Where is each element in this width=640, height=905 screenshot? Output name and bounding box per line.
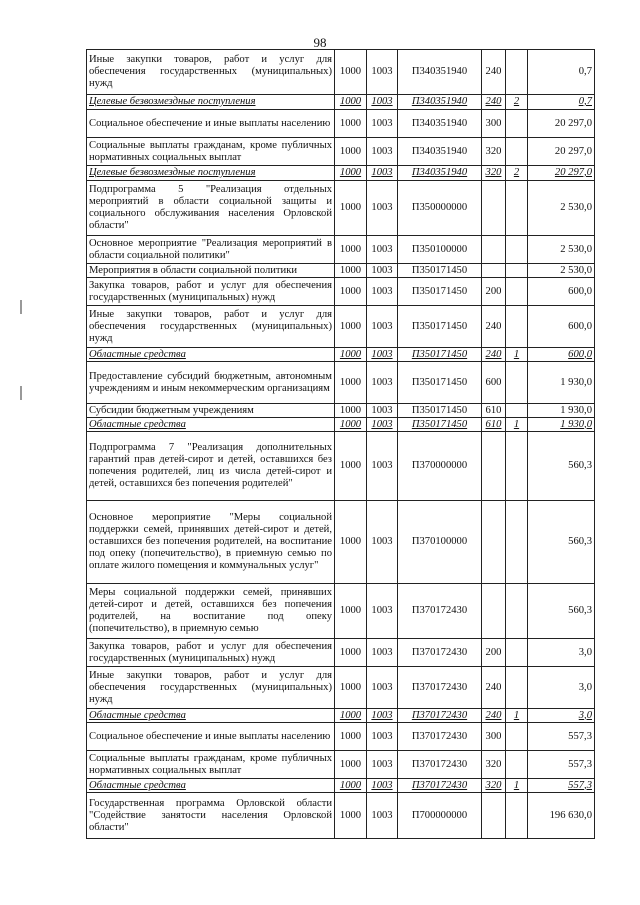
subsection-code: 1003 (367, 278, 398, 306)
target-article-code: П700000000 (398, 793, 482, 839)
row-name: Закупка товаров, работ и услуг для обеспечения государственных (муниципальных) нужд (87, 639, 335, 667)
table-row (87, 751, 595, 779)
subsection-code: 1003 (367, 639, 398, 667)
amount: 557,3 (528, 779, 595, 793)
subsection-code: 1003 (367, 236, 398, 264)
amount: 196 630,0 (528, 793, 595, 839)
section-code: 1000 (335, 166, 367, 181)
amount: 600,0 (528, 348, 595, 362)
target-article-code: П340351940 (398, 95, 482, 110)
row-name: Социальные выплаты гражданам, кроме публичных нормативных социальных выплат (87, 138, 335, 166)
table-row (87, 95, 595, 110)
table-row (87, 667, 595, 709)
amount: 600,0 (528, 306, 595, 348)
section-code: 1000 (335, 278, 367, 306)
subsection-code: 1003 (367, 709, 398, 723)
section-code: 1000 (335, 751, 367, 779)
funding-source-code (506, 667, 528, 709)
expense-type-code (482, 236, 506, 264)
subsection-code: 1003 (367, 110, 398, 138)
section-code: 1000 (335, 584, 367, 639)
table-row (87, 793, 595, 839)
row-name: Субсидии бюджетным учреждениям (87, 404, 335, 418)
row-name: Областные средства (87, 779, 335, 793)
funding-source-code (506, 278, 528, 306)
subsection-code: 1003 (367, 50, 398, 95)
row-name: Предоставление субсидий бюджетным, автономным учреждениям и иным некоммерческим организациям (87, 362, 335, 404)
target-article-code: П350171450 (398, 278, 482, 306)
section-code: 1000 (335, 348, 367, 362)
scan-edge-mark (20, 300, 22, 314)
expense-type-code (482, 584, 506, 639)
row-name: Меры социальной поддержки семей, принявших детей-сирот и детей, оставшихся без попечения родителей, на воспитание под опеку (попечительство), в приемную семью (87, 584, 335, 639)
amount: 20 297,0 (528, 166, 595, 181)
target-article-code: П370172430 (398, 779, 482, 793)
expense-type-code: 320 (482, 166, 506, 181)
amount: 2 530,0 (528, 181, 595, 236)
target-article-code: П350100000 (398, 236, 482, 264)
table-row (87, 723, 595, 751)
table-row (87, 110, 595, 138)
row-name: Областные средства (87, 418, 335, 432)
row-name: Целевые безвозмездные поступления (87, 166, 335, 181)
funding-source-code (506, 793, 528, 839)
funding-source-code (506, 138, 528, 166)
funding-source-code: 2 (506, 95, 528, 110)
target-article-code: П370172430 (398, 723, 482, 751)
expense-type-code: 240 (482, 50, 506, 95)
table-row (87, 404, 595, 418)
subsection-code: 1003 (367, 723, 398, 751)
amount: 0,7 (528, 50, 595, 95)
section-code: 1000 (335, 404, 367, 418)
amount: 3,0 (528, 639, 595, 667)
subsection-code: 1003 (367, 362, 398, 404)
subsection-code: 1003 (367, 779, 398, 793)
funding-source-code: 2 (506, 166, 528, 181)
row-name: Иные закупки товаров, работ и услуг для обеспечения государственных (муниципальных) нужд (87, 50, 335, 95)
target-article-code: П370172430 (398, 639, 482, 667)
section-code: 1000 (335, 709, 367, 723)
amount: 0,7 (528, 95, 595, 110)
expense-type-code (482, 501, 506, 584)
subsection-code: 1003 (367, 501, 398, 584)
amount: 557,3 (528, 751, 595, 779)
table-row (87, 418, 595, 432)
funding-source-code (506, 236, 528, 264)
table-row (87, 362, 595, 404)
row-name: Социальное обеспечение и иные выплаты населению (87, 110, 335, 138)
amount: 557,3 (528, 723, 595, 751)
expense-type-code: 240 (482, 306, 506, 348)
amount: 1 930,0 (528, 362, 595, 404)
amount: 2 530,0 (528, 264, 595, 278)
section-code: 1000 (335, 110, 367, 138)
row-name: Подпрограмма 7 "Реализация дополнительных гарантий прав детей-сирот и детей, оставшихся без попечения родителей, лиц из числа детей-сирот и детей, оставшихся без попечения родителей" (87, 432, 335, 501)
row-name: Мероприятия в области социальной политики (87, 264, 335, 278)
expense-type-code: 610 (482, 418, 506, 432)
row-name: Областные средства (87, 348, 335, 362)
subsection-code: 1003 (367, 584, 398, 639)
table-row (87, 779, 595, 793)
row-name: Основное мероприятие "Реализация мероприятий в области социальной политики" (87, 236, 335, 264)
target-article-code: П370100000 (398, 501, 482, 584)
section-code: 1000 (335, 306, 367, 348)
page-number: 98 (313, 35, 327, 50)
subsection-code: 1003 (367, 432, 398, 501)
section-code: 1000 (335, 667, 367, 709)
amount: 600,0 (528, 278, 595, 306)
expense-type-code: 600 (482, 362, 506, 404)
row-name: Основное мероприятие "Меры социальной поддержки семей, принявших детей-сирот и детей, оставшихся без попечения родителей, на воспитание под опеку (попечительство), в приемную семью по оплате жилого помещения и коммунальных услуг" (87, 501, 335, 584)
subsection-code: 1003 (367, 404, 398, 418)
expense-type-code (482, 264, 506, 278)
amount: 1 930,0 (528, 404, 595, 418)
table-row (87, 639, 595, 667)
target-article-code: П340351940 (398, 138, 482, 166)
funding-source-code (506, 501, 528, 584)
section-code: 1000 (335, 639, 367, 667)
target-article-code: П350000000 (398, 181, 482, 236)
amount: 3,0 (528, 709, 595, 723)
target-article-code: П350171450 (398, 264, 482, 278)
expense-type-code (482, 432, 506, 501)
expense-type-code: 610 (482, 404, 506, 418)
subsection-code: 1003 (367, 348, 398, 362)
budget-allocation-table (86, 49, 595, 839)
section-code: 1000 (335, 95, 367, 110)
target-article-code: П340351940 (398, 166, 482, 181)
row-name: Социальные выплаты гражданам, кроме публичных нормативных социальных выплат (87, 751, 335, 779)
section-code: 1000 (335, 793, 367, 839)
expense-type-code: 320 (482, 779, 506, 793)
table-row (87, 236, 595, 264)
expense-type-code (482, 793, 506, 839)
subsection-code: 1003 (367, 264, 398, 278)
expense-type-code: 300 (482, 723, 506, 751)
expense-type-code: 240 (482, 667, 506, 709)
table-row (87, 166, 595, 181)
section-code: 1000 (335, 50, 367, 95)
expense-type-code: 200 (482, 639, 506, 667)
target-article-code: П340351940 (398, 50, 482, 95)
row-name: Иные закупки товаров, работ и услуг для обеспечения государственных (муниципальных) нужд (87, 667, 335, 709)
amount: 560,3 (528, 584, 595, 639)
target-article-code: П350171450 (398, 306, 482, 348)
expense-type-code: 240 (482, 709, 506, 723)
subsection-code: 1003 (367, 306, 398, 348)
subsection-code: 1003 (367, 138, 398, 166)
table-row (87, 709, 595, 723)
table-row (87, 138, 595, 166)
amount: 560,3 (528, 432, 595, 501)
row-name: Целевые безвозмездные поступления (87, 95, 335, 110)
expense-type-code: 240 (482, 95, 506, 110)
funding-source-code (506, 181, 528, 236)
table-row (87, 264, 595, 278)
funding-source-code (506, 723, 528, 751)
funding-source-code (506, 362, 528, 404)
funding-source-code (506, 404, 528, 418)
target-article-code: П340351940 (398, 110, 482, 138)
funding-source-code (506, 432, 528, 501)
table-row (87, 348, 595, 362)
row-name: Государственная программа Орловской области "Содействие занятости населения Орловской области" (87, 793, 335, 839)
funding-source-code (506, 751, 528, 779)
section-code: 1000 (335, 236, 367, 264)
funding-source-code (506, 264, 528, 278)
table-row (87, 584, 595, 639)
funding-source-code: 1 (506, 348, 528, 362)
expense-type-code: 320 (482, 751, 506, 779)
subsection-code: 1003 (367, 95, 398, 110)
section-code: 1000 (335, 501, 367, 584)
subsection-code: 1003 (367, 667, 398, 709)
target-article-code: П350171450 (398, 404, 482, 418)
expense-type-code (482, 181, 506, 236)
section-code: 1000 (335, 138, 367, 166)
expense-type-code: 200 (482, 278, 506, 306)
section-code: 1000 (335, 418, 367, 432)
subsection-code: 1003 (367, 751, 398, 779)
subsection-code: 1003 (367, 418, 398, 432)
expense-type-code: 300 (482, 110, 506, 138)
table-row (87, 432, 595, 501)
target-article-code: П370172430 (398, 709, 482, 723)
table-row (87, 50, 595, 95)
amount: 20 297,0 (528, 110, 595, 138)
section-code: 1000 (335, 779, 367, 793)
table-row (87, 278, 595, 306)
target-article-code: П370172430 (398, 667, 482, 709)
funding-source-code (506, 50, 528, 95)
subsection-code: 1003 (367, 181, 398, 236)
target-article-code: П350171450 (398, 348, 482, 362)
amount: 1 930,0 (528, 418, 595, 432)
funding-source-code (506, 110, 528, 138)
amount: 3,0 (528, 667, 595, 709)
funding-source-code: 1 (506, 418, 528, 432)
expense-type-code: 320 (482, 138, 506, 166)
amount: 20 297,0 (528, 138, 595, 166)
scan-edge-mark (20, 386, 22, 400)
section-code: 1000 (335, 362, 367, 404)
funding-source-code (506, 584, 528, 639)
section-code: 1000 (335, 432, 367, 501)
section-code: 1000 (335, 181, 367, 236)
funding-source-code (506, 639, 528, 667)
subsection-code: 1003 (367, 166, 398, 181)
table-row (87, 181, 595, 236)
row-name: Социальное обеспечение и иные выплаты населению (87, 723, 335, 751)
table-row (87, 501, 595, 584)
funding-source-code (506, 306, 528, 348)
section-code: 1000 (335, 264, 367, 278)
target-article-code: П370172430 (398, 751, 482, 779)
target-article-code: П370172430 (398, 584, 482, 639)
target-article-code: П350171450 (398, 362, 482, 404)
expense-type-code: 240 (482, 348, 506, 362)
row-name: Подпрограмма 5 "Реализация отдельных мероприятий в области социальной защиты и социального обслуживания населения Орловской области" (87, 181, 335, 236)
target-article-code: П370000000 (398, 432, 482, 501)
row-name: Областные средства (87, 709, 335, 723)
amount: 2 530,0 (528, 236, 595, 264)
row-name: Закупка товаров, работ и услуг для обеспечения государственных (муниципальных) нужд (87, 278, 335, 306)
funding-source-code: 1 (506, 709, 528, 723)
row-name: Иные закупки товаров, работ и услуг для обеспечения государственных (муниципальных) нужд (87, 306, 335, 348)
target-article-code: П350171450 (398, 418, 482, 432)
subsection-code: 1003 (367, 793, 398, 839)
amount: 560,3 (528, 501, 595, 584)
section-code: 1000 (335, 723, 367, 751)
funding-source-code: 1 (506, 779, 528, 793)
table-row (87, 306, 595, 348)
